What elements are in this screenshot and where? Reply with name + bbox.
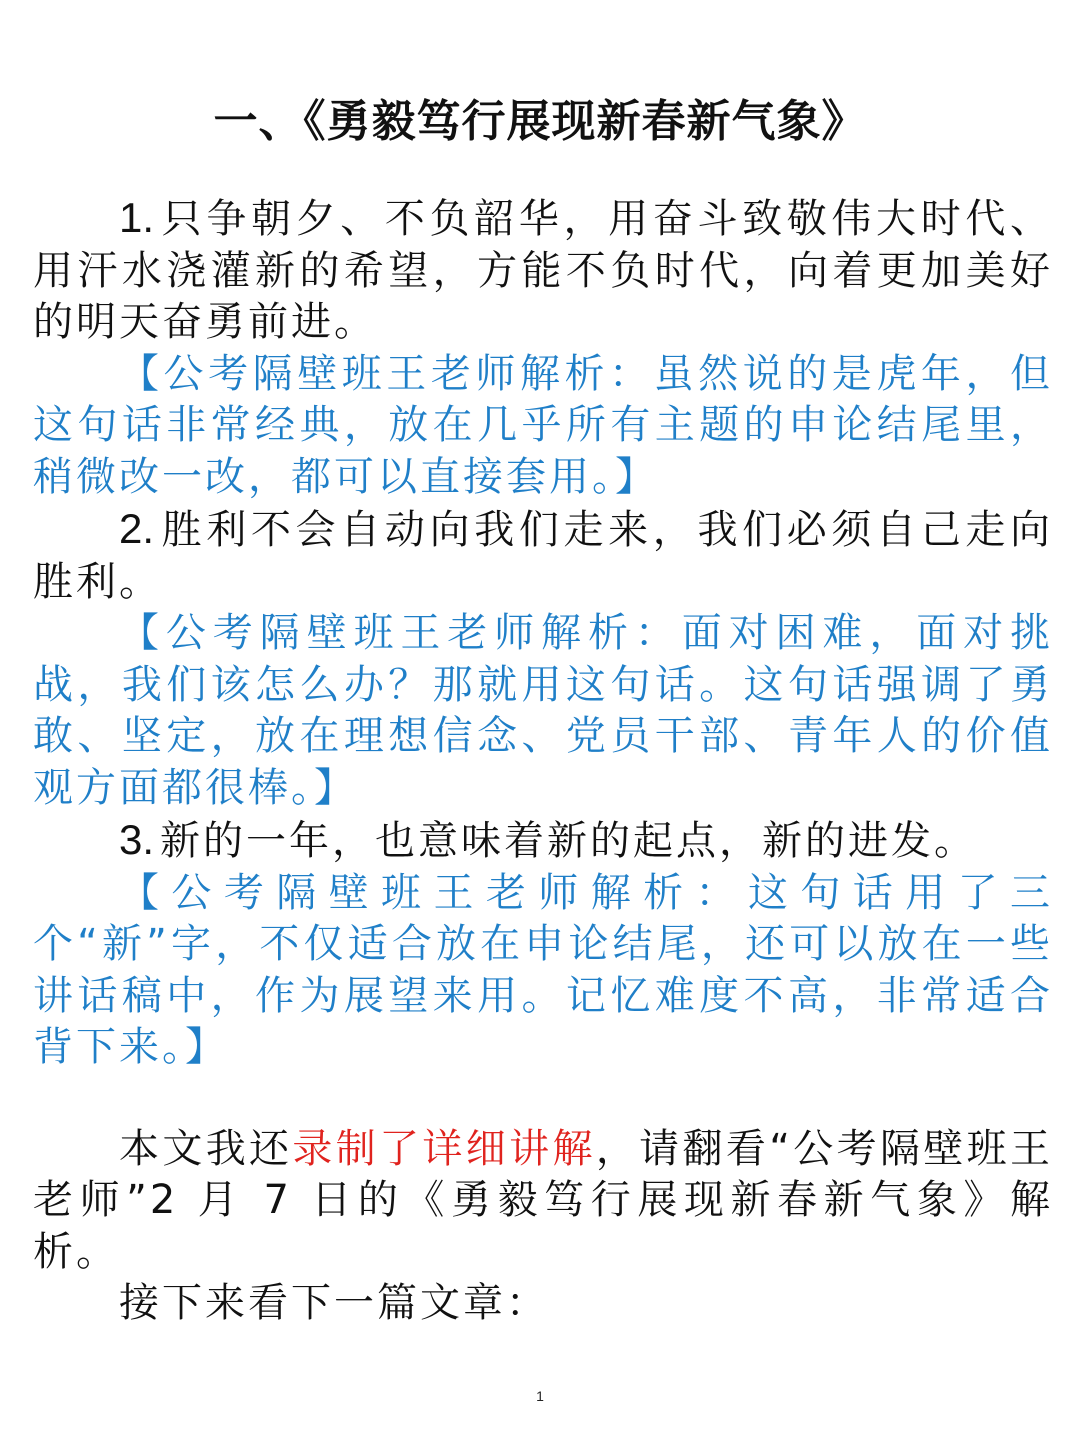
- article-title: 一、《勇毅笃行展现新春新气象》: [213, 96, 867, 147]
- quote-number-3: 3.: [119, 816, 155, 863]
- quote-text-3: 新的一年，也意味着新的起点，新的进发。: [160, 818, 978, 864]
- quote-number-2: 2.: [119, 505, 155, 552]
- footer-highlight: 录制了详细讲解: [292, 1125, 596, 1172]
- next-article-note: 接下来看下一篇文章：: [119, 1280, 549, 1326]
- footer-note: [33, 1124, 1053, 1279]
- analysis-2: 【公考隔壁班王老师解析：面对困难，面对挑战，我们该怎么办？那就用这句话。这句话强调了勇敢、坚定，放在理想信念、党员干部、青年人的价值观方面都很棒。】: [33, 610, 1053, 811]
- article-body: [33, 192, 1053, 1330]
- quote-text-1: 只争朝夕、不负韶华，用奋斗致敬伟大时代、用汗水浇灌新的希望，方能不负时代，向着更加美好的明天奋勇前进。: [33, 196, 1053, 345]
- spacer: [33, 1074, 1053, 1124]
- page-number: 1: [536, 1388, 544, 1404]
- analysis-1: 【公考隔壁班王老师解析：虽然说的是虎年，但这句话非常经典，放在几乎所有主题的申论结尾里，稍微改一改，都可以直接套用。】: [33, 350, 1053, 500]
- quote-number-1: 1.: [119, 194, 155, 241]
- quote-text-2: 胜利不会自动向我们走来，我们必须自己走向胜利。: [33, 507, 1053, 605]
- quote-item-1: [33, 192, 1053, 349]
- footer-post: ，请翻看“公考隔壁班王老师”2 月 7 日的《勇毅笃行展现新春新气象》解析。: [33, 1125, 1053, 1275]
- quote-item-2: [33, 503, 1053, 608]
- analysis-3: 【公考隔壁班王老师解析：这句话用了三个“新”字，不仅适合放在申论结尾，还可以放在一些讲话稿中，作为展望来用。记忆难度不高，非常适合背下来。】: [33, 869, 1053, 1070]
- quote-item-3: [33, 814, 1053, 868]
- footer-pre: 本文我还: [119, 1125, 293, 1172]
